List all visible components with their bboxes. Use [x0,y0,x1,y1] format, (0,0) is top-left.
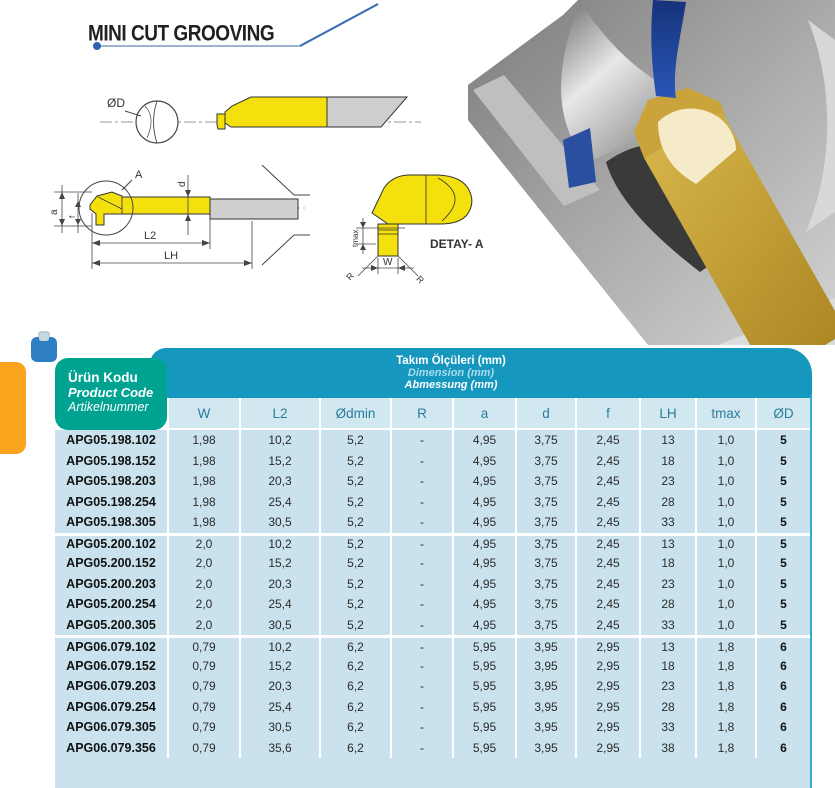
column-header-2: Ødmin [319,398,390,428]
value-cell: - [390,717,452,738]
dim-tmax-label: tmax [351,229,360,247]
value-cell: 3,75 [515,536,575,554]
value-cell: 1,0 [695,471,755,492]
column-header-row [167,398,812,430]
value-cell: 2,45 [575,594,639,615]
value-cell: 28 [639,697,695,718]
value-cell: - [390,553,452,574]
product-code-cell: APG05.198.254 [66,494,156,509]
value-cell: 5,2 [319,615,390,636]
value-cell: 13 [639,430,695,451]
value-cell: 1,98 [167,451,239,472]
value-cell: 3,95 [515,697,575,718]
value-cell: 1,0 [695,451,755,472]
value-cell: 3,75 [515,594,575,615]
value-cell: 33 [639,512,695,533]
value-cell: 2,0 [167,615,239,636]
value-cell: 1,0 [695,594,755,615]
value-cell: 6,2 [319,638,390,656]
product-code-header [55,358,167,430]
value-cell: 3,75 [515,430,575,451]
dim-lh-label: LH [164,250,179,262]
product-code-cell: APG06.079.102 [66,639,156,654]
value-cell: 30,5 [239,615,319,636]
value-cell: 3,95 [515,656,575,677]
value-cell: 2,0 [167,594,239,615]
value-cell: 28 [639,492,695,513]
product-code-cell: APG05.200.102 [66,537,156,552]
value-cell: 5 [755,553,810,574]
value-cell: 25,4 [239,594,319,615]
value-cell: 5 [755,574,810,595]
header-line-en: Dimension (mm) [407,367,495,379]
column-header-3: R [390,398,452,428]
table-row [55,635,812,656]
product-code-cell: APG05.200.152 [66,556,156,571]
value-cell: 3,75 [515,574,575,595]
value-cell: - [390,615,452,636]
table-row [55,656,812,677]
value-cell: - [390,738,452,759]
value-cell: 2,45 [575,553,639,574]
value-cell: 3,95 [515,676,575,697]
table-row [55,594,812,615]
value-cell: 4,95 [452,615,515,636]
value-cell: 6,2 [319,676,390,697]
value-cell: - [390,471,452,492]
product-code-cell: APG06.079.152 [66,658,156,673]
table-row [55,697,812,718]
tool-dimension-drawing [40,163,310,285]
dim-f-label: f [68,215,77,218]
value-cell: 6 [755,738,810,759]
value-cell: 23 [639,574,695,595]
value-cell: 25,4 [239,697,319,718]
product-header-tr: Ürün Kodu [68,370,138,385]
value-cell: 0,79 [167,656,239,677]
value-cell: 3,75 [515,451,575,472]
value-cell: 18 [639,553,695,574]
value-cell: 2,45 [575,574,639,595]
column-header-0: W [167,398,239,428]
value-cell: 5,2 [319,594,390,615]
value-cell: 2,95 [575,638,639,656]
value-cell: 6 [755,676,810,697]
value-cell: 10,2 [239,536,319,554]
value-cell: 3,95 [515,638,575,656]
value-cell: 5 [755,451,810,472]
value-cell: 5,2 [319,553,390,574]
value-cell: 13 [639,638,695,656]
value-cell: 1,0 [695,492,755,513]
table-row [55,512,812,533]
value-cell: 1,98 [167,471,239,492]
value-cell: 1,0 [695,430,755,451]
value-cell: 3,95 [515,717,575,738]
value-cell: 3,75 [515,615,575,636]
product-code-cell: APG06.079.254 [66,699,156,714]
value-cell: 5 [755,536,810,554]
table-body [55,430,812,788]
value-cell: 1,8 [695,638,755,656]
product-header-en: Product Code [68,385,154,400]
product-code-cell: APG05.198.152 [66,453,156,468]
value-cell: 1,8 [695,738,755,759]
value-cell: 1,0 [695,536,755,554]
value-cell: 5,2 [319,430,390,451]
product-code-cell: APG05.198.102 [66,433,156,448]
value-cell: 6,2 [319,717,390,738]
product-header-de: Artikelnummer [68,400,149,414]
product-code-cell: APG06.079.356 [66,740,156,755]
value-cell: 2,45 [575,471,639,492]
detail-marker-label: A [135,169,143,181]
clipboard-icon [30,330,58,363]
value-cell: 5,95 [452,676,515,697]
value-cell: 2,45 [575,451,639,472]
column-header-9: ØD [755,398,810,428]
value-cell: 28 [639,594,695,615]
page-side-tab [0,362,26,454]
product-code-cell: APG05.200.305 [66,617,156,632]
value-cell: - [390,430,452,451]
dim-d-label: d [177,181,188,187]
value-cell: 15,2 [239,553,319,574]
value-cell: 1,0 [695,512,755,533]
value-cell: 25,4 [239,492,319,513]
table-main-header [150,348,812,398]
value-cell: 5,95 [452,656,515,677]
value-cell: 2,45 [575,512,639,533]
value-cell: 4,95 [452,471,515,492]
value-cell: 6,2 [319,697,390,718]
value-cell: - [390,536,452,554]
dim-r-left-label: R [344,270,357,283]
value-cell: 38 [639,738,695,759]
value-cell: 4,95 [452,492,515,513]
tool-3d-render [468,0,835,345]
value-cell: 1,8 [695,656,755,677]
header-line-tr: Takım Ölçüleri (mm) [396,355,506,367]
column-header-8: tmax [695,398,755,428]
column-header-1: L2 [239,398,319,428]
value-cell: 1,0 [695,574,755,595]
dim-r-right-label: R [414,273,427,286]
value-cell: 2,45 [575,430,639,451]
value-cell: - [390,594,452,615]
value-cell: 5,2 [319,492,390,513]
dimension-table [55,345,812,788]
value-cell: 5,2 [319,512,390,533]
value-cell: 23 [639,676,695,697]
column-header-7: LH [639,398,695,428]
tool-side-view-drawing [95,85,425,165]
table-row [55,451,812,472]
value-cell: 35,6 [239,738,319,759]
value-cell: 20,3 [239,676,319,697]
detail-a-drawing [330,168,510,286]
value-cell: 3,75 [515,512,575,533]
value-cell: 30,5 [239,512,319,533]
value-cell: 3,75 [515,471,575,492]
column-header-5: d [515,398,575,428]
page-title: MINI CUT GROOVING [88,22,275,47]
value-cell: 6 [755,638,810,656]
value-cell: 5,95 [452,717,515,738]
value-cell: 1,8 [695,717,755,738]
value-cell: 4,95 [452,536,515,554]
value-cell: 5,2 [319,574,390,595]
column-header-6: f [575,398,639,428]
value-cell: 5 [755,471,810,492]
value-cell: 4,95 [452,553,515,574]
value-cell: 2,45 [575,536,639,554]
value-cell: 5,95 [452,697,515,718]
dim-a-label: a [49,209,60,215]
dim-l2-label: L2 [144,230,157,242]
value-cell: 3,95 [515,738,575,759]
value-cell: - [390,676,452,697]
value-cell: 4,95 [452,451,515,472]
value-cell: 15,2 [239,656,319,677]
value-cell: 10,2 [239,638,319,656]
header-line-de: Abmessung (mm) [404,379,498,391]
value-cell: 5,95 [452,638,515,656]
table-row [55,533,812,554]
value-cell: 1,98 [167,492,239,513]
value-cell: 5,2 [319,471,390,492]
value-cell: - [390,574,452,595]
table-row [55,471,812,492]
product-code-cell: APG05.198.305 [66,515,156,530]
product-code-cell: APG05.200.254 [66,597,156,612]
value-cell: 3,75 [515,492,575,513]
value-cell: 5 [755,594,810,615]
value-cell: 2,45 [575,615,639,636]
value-cell: - [390,492,452,513]
value-cell: 0,79 [167,638,239,656]
value-cell: 6 [755,656,810,677]
value-cell: 18 [639,451,695,472]
value-cell: 2,95 [575,656,639,677]
value-cell: - [390,451,452,472]
value-cell: 5 [755,430,810,451]
value-cell: 18 [639,656,695,677]
value-cell: 33 [639,717,695,738]
value-cell: 0,79 [167,738,239,759]
value-cell: - [390,512,452,533]
value-cell: 6 [755,697,810,718]
value-cell: 5 [755,512,810,533]
product-code-cell: APG06.079.305 [66,720,156,735]
value-cell: 5 [755,615,810,636]
value-cell: - [390,697,452,718]
dim-w-label: W [383,257,393,268]
value-cell: 4,95 [452,512,515,533]
table-row [55,492,812,513]
value-cell: 20,3 [239,471,319,492]
table-row [55,738,812,759]
value-cell: 5,2 [319,536,390,554]
value-cell: 13 [639,536,695,554]
value-cell: 6,2 [319,738,390,759]
table-row [55,574,812,595]
table-row [55,553,812,574]
value-cell: 2,0 [167,536,239,554]
table-row [55,676,812,697]
value-cell: 1,8 [695,676,755,697]
value-cell: 6,2 [319,656,390,677]
value-cell: 4,95 [452,594,515,615]
value-cell: 2,0 [167,553,239,574]
value-cell: 5,2 [319,451,390,472]
table-row [55,430,812,451]
value-cell: 20,3 [239,574,319,595]
value-cell: 4,95 [452,430,515,451]
value-cell: 2,45 [575,492,639,513]
value-cell: 5 [755,492,810,513]
column-header-4: a [452,398,515,428]
value-cell: 4,95 [452,574,515,595]
od-label: ØD [107,96,125,110]
end-view-circle [136,101,178,143]
value-cell: 1,0 [695,553,755,574]
product-code-cell: APG05.198.203 [66,474,156,489]
detail-title: DETAY- A [430,237,484,251]
product-code-cell: APG05.200.203 [66,576,156,591]
value-cell: 33 [639,615,695,636]
table-row [55,717,812,738]
value-cell: 0,79 [167,676,239,697]
value-cell: 1,98 [167,430,239,451]
value-cell: 30,5 [239,717,319,738]
table-right-border [810,395,812,788]
value-cell: 2,0 [167,574,239,595]
value-cell: 2,95 [575,697,639,718]
value-cell: 6 [755,717,810,738]
value-cell: 1,98 [167,512,239,533]
value-cell: 15,2 [239,451,319,472]
value-cell: 1,8 [695,697,755,718]
value-cell: 0,79 [167,717,239,738]
value-cell: 23 [639,471,695,492]
product-code-cell: APG06.079.203 [66,679,156,694]
value-cell: 10,2 [239,430,319,451]
value-cell: 2,95 [575,676,639,697]
value-cell: 0,79 [167,697,239,718]
value-cell: 2,95 [575,717,639,738]
table-row [55,615,812,636]
value-cell: - [390,638,452,656]
value-cell: 5,95 [452,738,515,759]
value-cell: 1,0 [695,615,755,636]
value-cell: 3,75 [515,553,575,574]
value-cell: - [390,656,452,677]
value-cell: 2,95 [575,738,639,759]
